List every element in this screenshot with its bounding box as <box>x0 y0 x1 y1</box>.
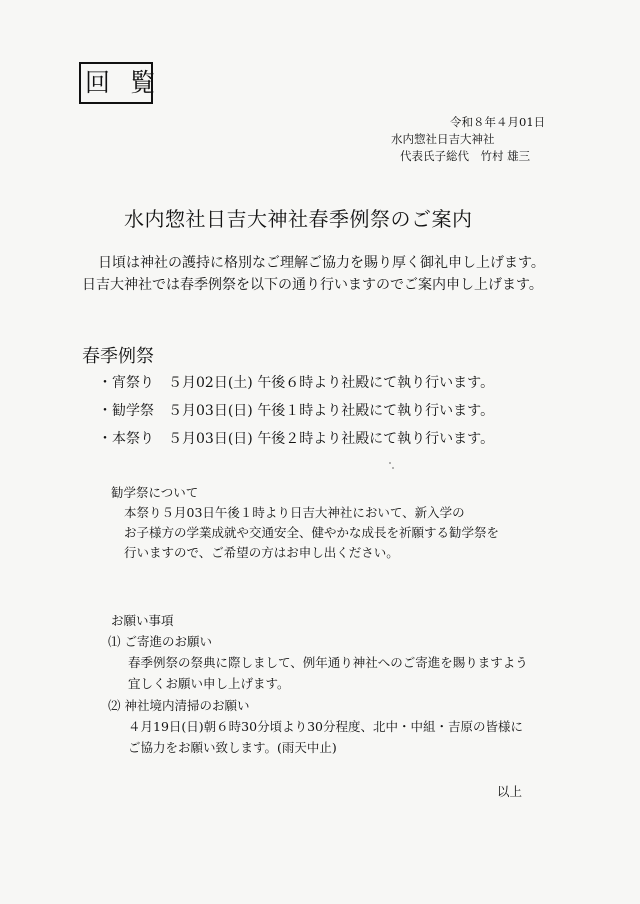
document-title: 水内惣社日吉大神社春季例祭のご案内 <box>124 207 473 231</box>
kangakusai-line-1: 本祭り５月03日午後１時より日吉大神社において、新入学の <box>124 505 465 520</box>
request-item-1-line-1: 春季例祭の祭典に際しまして、例年通り神社へのご寄進を賜りますよう <box>128 655 528 670</box>
kangakusai-line-2: お子様方の学業成就や交通安全、健やかな成長を祈願する勧学祭を <box>124 525 500 540</box>
intro-line-1: 日頃は神社の護持に格別なご理解ご協力を賜り厚く御礼申し上げます。 <box>98 255 545 271</box>
schedule-item-kangakusai: ・勧学祭 ５月03日(日) 午後１時より社殿にて執り行います。 <box>98 403 495 419</box>
section-title: 春季例祭 <box>82 346 154 367</box>
schedule-item-yoimatsuri: ・宵祭り ５月02日(土) 午後６時より社殿にて執り行います。 <box>98 375 495 391</box>
request-item-label-1: ⑴ ご寄進のお願い <box>108 634 212 649</box>
circulation-stamp: 回 覧 <box>79 62 153 104</box>
issue-date: 令和８年４月01日 <box>450 115 546 129</box>
closing-mark: 以上 <box>497 784 523 799</box>
schedule-item-honmatsuri: ・本祭り ５月03日(日) 午後２時より社殿にて執り行います。 <box>98 431 495 447</box>
request-item-1-line-2: 宜しくお願い申し上げます。 <box>128 676 290 691</box>
issuer-organization: 水内惣社日吉大神社 <box>391 132 495 146</box>
kangakusai-heading: 勧学祭について <box>111 485 199 500</box>
issuer-representative: 代表氏子総代 竹村 雄三 <box>400 149 531 163</box>
requests-heading: お願い事項 <box>111 613 174 628</box>
request-item-label-2: ⑵ 神社境内清掃のお願い <box>108 698 250 713</box>
request-item-2-line-1: ４月19日(日)朝６時30分頃より30分程度、北中・中組・吉原の皆様に <box>128 719 523 734</box>
intro-line-2: 日吉大神社では春季例祭を以下の通り行いますのでご案内申し上げます。 <box>82 277 543 293</box>
kangakusai-line-3: 行いますので、ご希望の方はお申し出ください。 <box>124 545 399 560</box>
request-item-2-line-2: ご協力をお願い致します。(雨天中止) <box>128 740 337 755</box>
scan-speck <box>389 462 391 464</box>
scan-speck <box>392 467 394 469</box>
